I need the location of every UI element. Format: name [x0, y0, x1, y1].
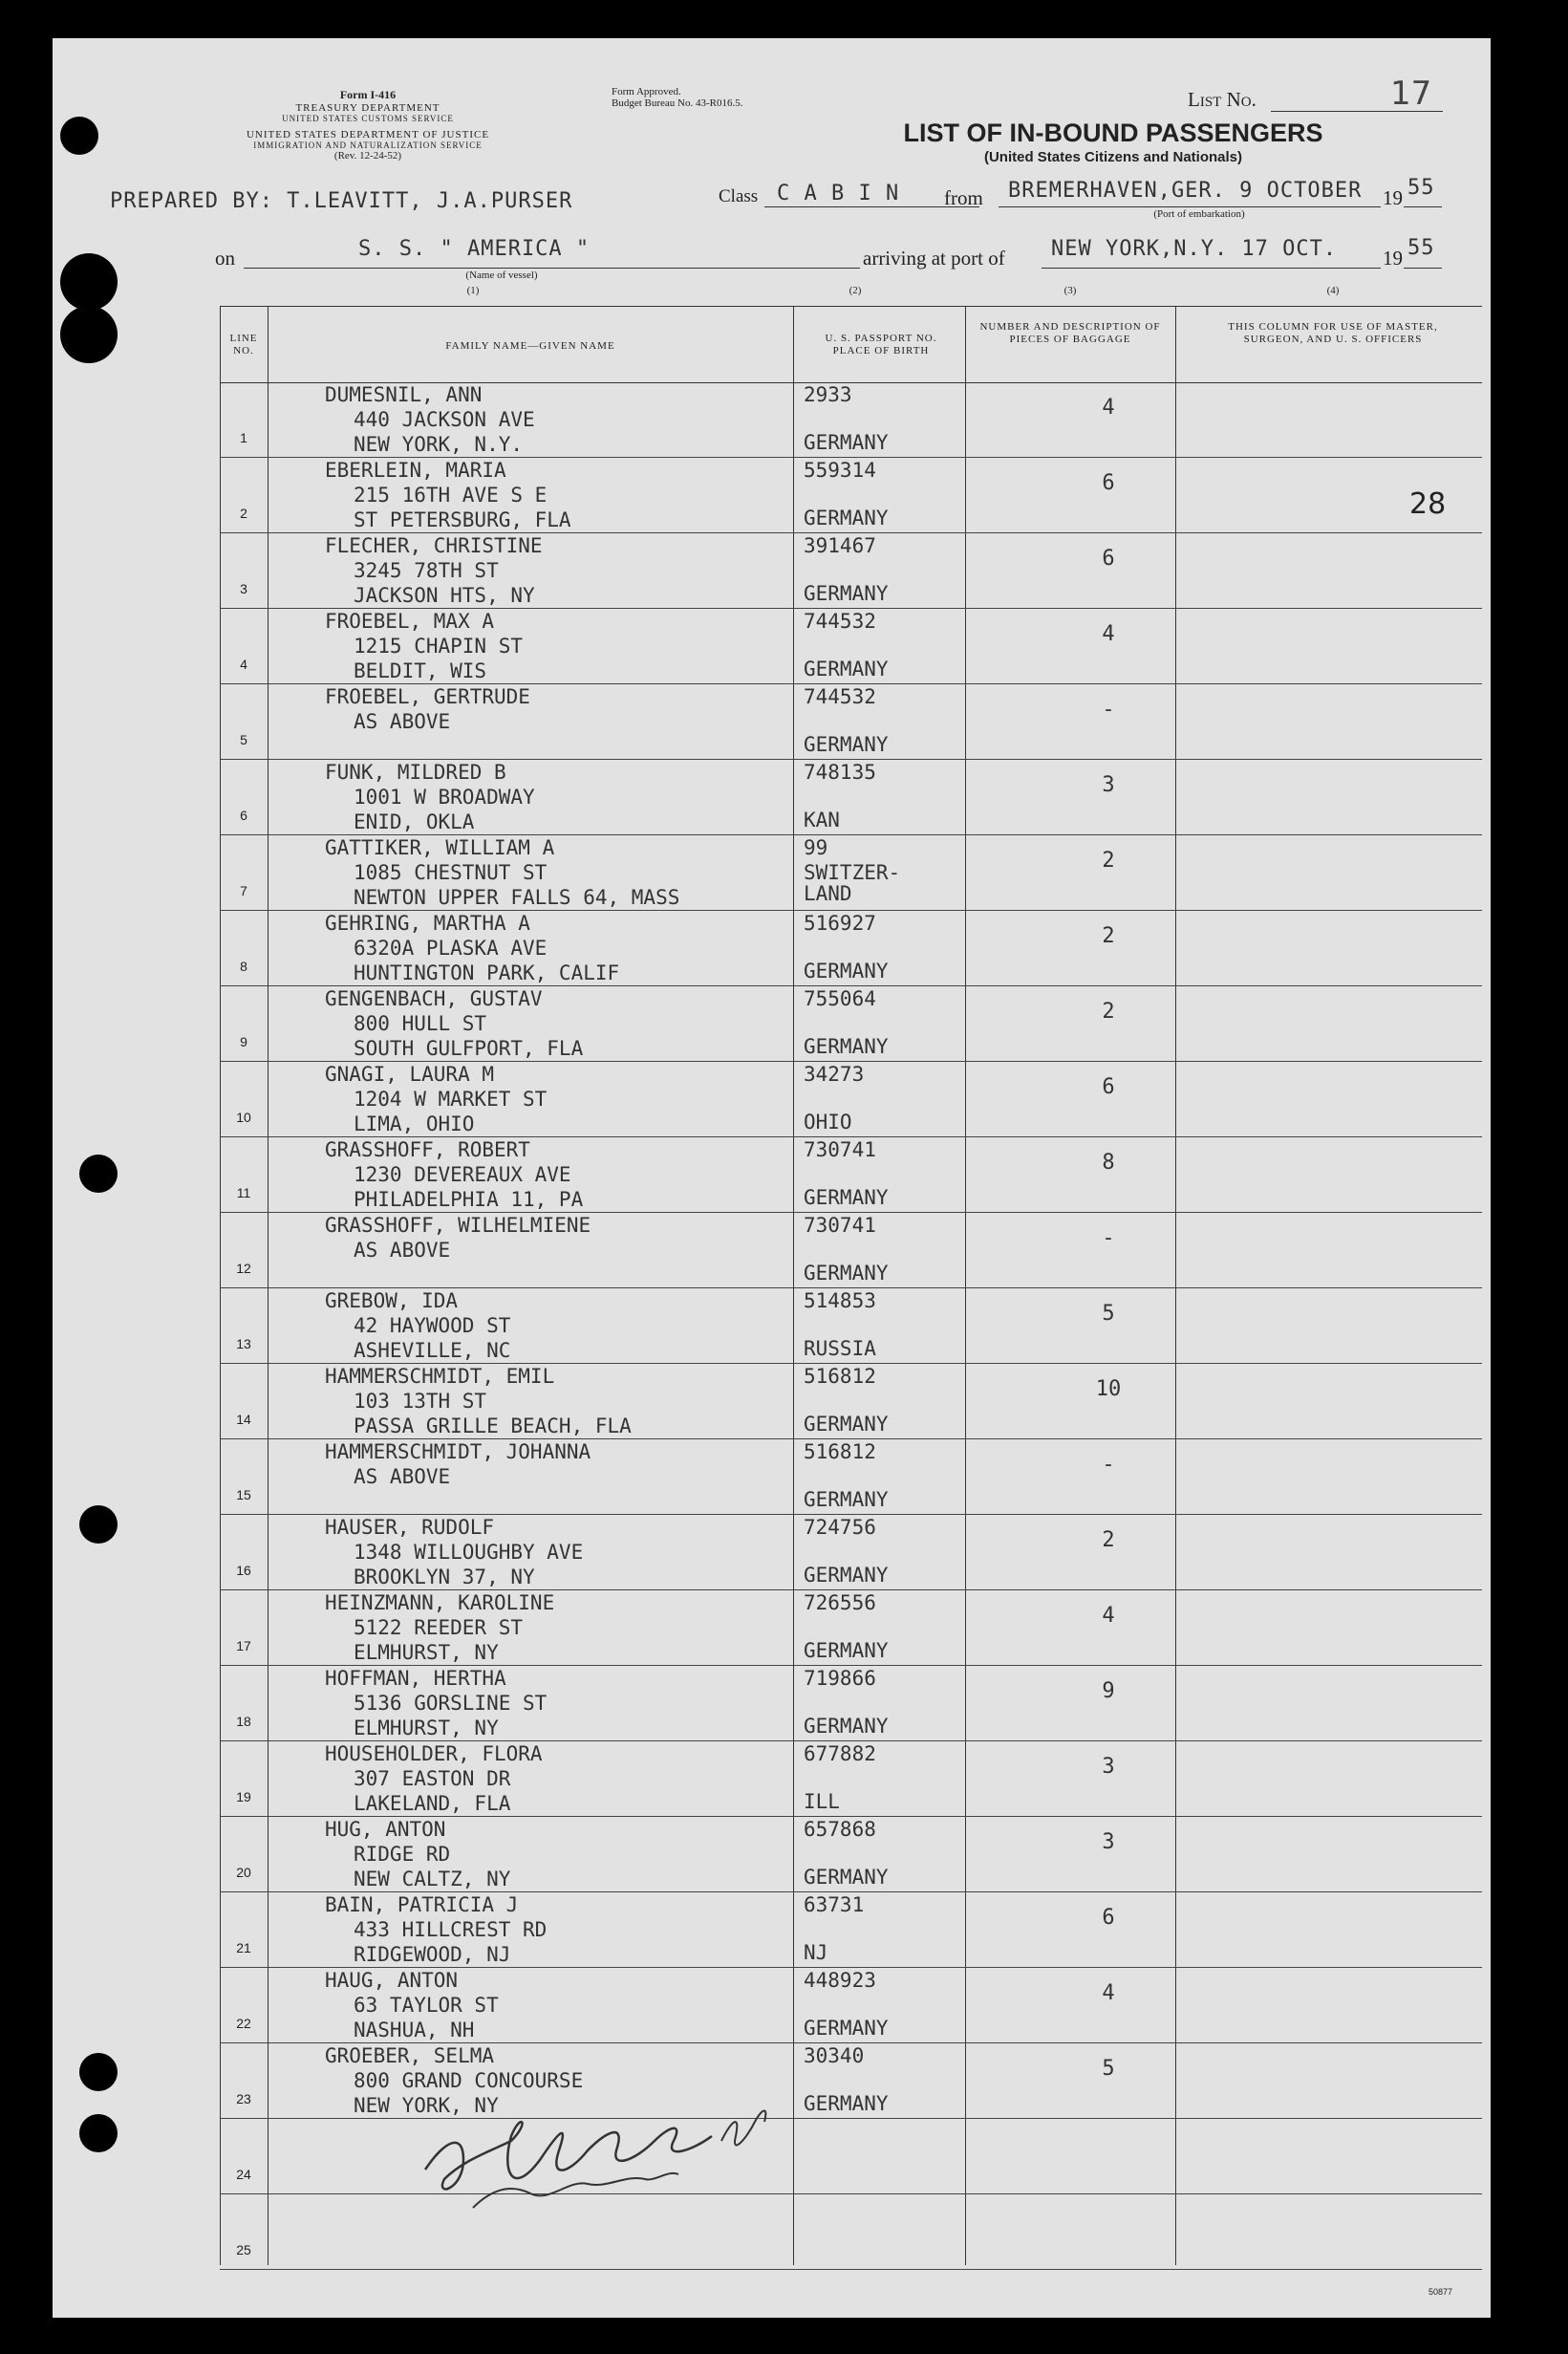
- from-label: from: [944, 186, 983, 209]
- table-row: [220, 684, 1482, 760]
- passenger-name-address: [325, 609, 523, 683]
- street-address: 1085 CHESTNUT ST: [354, 861, 548, 884]
- prepared-by: PREPARED BY: T.LEAVITT, J.A.PURSER: [110, 189, 573, 213]
- table-row: [220, 458, 1482, 533]
- family-given-name: FLECHER, CHRISTINE: [325, 534, 543, 557]
- line-number: 3: [240, 581, 247, 596]
- approval-block: [612, 86, 742, 109]
- passport-cell: [804, 1213, 889, 1284]
- street-address: 103 13TH ST: [354, 1390, 487, 1413]
- passport-number: 724756: [804, 1516, 876, 1539]
- punch-hole: [79, 1505, 118, 1544]
- city-state: ENID, OKLA: [354, 810, 475, 833]
- family-given-name: HEINZMANN, KAROLINE: [325, 1591, 555, 1614]
- footer-code: 50877: [1428, 2287, 1453, 2297]
- passport-number: 30340: [804, 2044, 865, 2067]
- place-of-birth: NJ: [804, 1941, 828, 1964]
- passport-cell: [804, 382, 889, 453]
- customs-service: UNITED STATES CUSTOMS SERVICE: [282, 114, 454, 123]
- city-state: SOUTH GULFPORT, FLA: [354, 1037, 584, 1060]
- table-row: [220, 911, 1482, 986]
- vessel-caption: (Name of vessel): [465, 270, 538, 281]
- passport-number: 726556: [804, 1591, 876, 1614]
- passport-number: 559314: [804, 459, 876, 482]
- table-row: [220, 1213, 1482, 1288]
- street-address: RIDGE RD: [354, 1843, 451, 1866]
- place-of-birth: GERMANY: [804, 431, 889, 454]
- table-row: [220, 1364, 1482, 1439]
- street-address: 5122 REEDER ST: [354, 1616, 524, 1639]
- passenger-name-address: [325, 1817, 510, 1891]
- year-underline: [1404, 268, 1442, 269]
- city-state: NEW YORK, N.Y.: [354, 433, 524, 456]
- street-address: 440 JACKSON AVE: [354, 408, 535, 431]
- passport-number: 391467: [804, 534, 876, 557]
- budget-bureau: Budget Bureau No. 43-R016.5.: [612, 97, 743, 109]
- line-number: 16: [236, 1563, 251, 1578]
- street-address: 1348 WILLOUGHBY AVE: [354, 1541, 584, 1564]
- baggage-count: 5: [1102, 1302, 1115, 1326]
- city-state: HUNTINGTON PARK, CALIF: [354, 961, 620, 984]
- column-number: (1): [466, 285, 480, 296]
- family-given-name: FROEBEL, MAX A: [325, 610, 495, 633]
- passport-number: 744532: [804, 610, 876, 633]
- street-address: 5136 GORSLINE ST: [354, 1692, 548, 1715]
- passport-cell: [804, 1590, 889, 1661]
- place-of-birth: GERMANY: [804, 733, 889, 756]
- passport-number: 748135: [804, 761, 876, 784]
- class-value: C A B I N: [777, 182, 900, 205]
- place-of-birth: GERMANY: [804, 1186, 889, 1209]
- passenger-name-address: [325, 684, 530, 734]
- street-address: 6320A PLASKA AVE: [354, 937, 548, 960]
- street-address: 1001 W BROADWAY: [354, 786, 535, 809]
- punch-hole: [60, 306, 118, 363]
- line-number: 23: [236, 2091, 251, 2106]
- passport-cell: [804, 1666, 889, 1737]
- family-given-name: HOUSEHOLDER, FLORA: [325, 1742, 543, 1765]
- family-given-name: GRASSHOFF, WILHELMIENE: [325, 1214, 591, 1237]
- line-number: 10: [236, 1110, 251, 1125]
- baggage-count: 4: [1102, 396, 1115, 420]
- family-given-name: HAMMERSCHMIDT, EMIL: [325, 1365, 555, 1388]
- passenger-name-address: [325, 1364, 632, 1438]
- street-address: 1230 DEVEREAUX AVE: [354, 1163, 571, 1186]
- baggage-count: -: [1102, 698, 1115, 722]
- arrival-underline: [1042, 268, 1381, 269]
- manifest-page: [53, 38, 1491, 2318]
- baggage-count: -: [1102, 1226, 1115, 1250]
- street-address: AS ABOVE: [354, 1465, 451, 1488]
- baggage-count: 2: [1102, 849, 1115, 873]
- punch-hole: [60, 117, 98, 155]
- line-number: 5: [240, 732, 247, 747]
- year-underline: [1404, 206, 1442, 207]
- baggage-count: 2: [1102, 924, 1115, 948]
- line-number: 18: [236, 1714, 251, 1729]
- baggage-count: 2: [1102, 1528, 1115, 1552]
- passport-number: 516812: [804, 1440, 876, 1463]
- embarkation-caption: (Port of embarkation): [1153, 208, 1245, 220]
- passport-number: 63731: [804, 1893, 865, 1916]
- family-given-name: HAUSER, RUDOLF: [325, 1516, 495, 1539]
- punch-hole: [79, 1155, 118, 1193]
- place-of-birth: RUSSIA: [804, 1337, 876, 1360]
- place-of-birth: OHIO: [804, 1111, 852, 1134]
- line-number: 11: [236, 1185, 251, 1200]
- city-state: NEW CALTZ, NY: [354, 1868, 511, 1890]
- baggage-count: 10: [1095, 1377, 1122, 1401]
- list-title: LIST OF IN-BOUND PASSENGERS: [903, 119, 1323, 147]
- street-address: 42 HAYWOOD ST: [354, 1314, 511, 1337]
- passenger-name-address: [325, 382, 535, 457]
- family-given-name: HUG, ANTON: [325, 1818, 446, 1841]
- passenger-name-address: [325, 1515, 583, 1589]
- arrival-port: NEW YORK,N.Y. 17 OCT.: [1051, 237, 1338, 261]
- family-given-name: GROEBER, SELMA: [325, 2044, 495, 2067]
- line-number: 6: [240, 808, 247, 823]
- place-of-birth: GERMANY: [804, 582, 889, 605]
- year-prefix: 19: [1383, 247, 1403, 270]
- handwritten-count: 28: [1409, 487, 1447, 521]
- passport-cell: [804, 1288, 876, 1359]
- line-number: 25: [236, 2242, 251, 2257]
- place-of-birth: GERMANY: [804, 507, 889, 529]
- column-number: (4): [1326, 285, 1340, 296]
- col-header-name: FAMILY NAME—GIVEN NAME: [445, 340, 615, 352]
- passenger-table: [220, 306, 1482, 2265]
- line-number: 15: [236, 1487, 251, 1502]
- passport-number: 514853: [804, 1289, 876, 1312]
- passenger-name-address: [325, 760, 535, 834]
- passport-number: 719866: [804, 1667, 876, 1690]
- list-no-label: List No.: [1188, 88, 1257, 111]
- form-number: Form I-416: [339, 88, 397, 101]
- passport-cell: [804, 986, 889, 1057]
- family-given-name: HOFFMAN, HERTHA: [325, 1667, 506, 1690]
- place-of-birth: GERMANY: [804, 1035, 889, 1058]
- passport-cell: [804, 911, 889, 982]
- city-state: NASHUA, NH: [354, 2019, 475, 2041]
- city-state: ASHEVILLE, NC: [354, 1339, 511, 1362]
- passenger-name-address: [325, 835, 679, 910]
- col-header-passport: U. S. PASSPORT NO. PLACE OF BIRTH: [825, 333, 937, 356]
- line-number: 20: [236, 1865, 251, 1880]
- line-number: 19: [236, 1789, 251, 1804]
- passport-cell: [804, 835, 900, 904]
- year-prefix: 19: [1383, 186, 1403, 209]
- family-given-name: GRASSHOFF, ROBERT: [325, 1138, 530, 1161]
- revision-date: (Rev. 12-24-52): [333, 150, 402, 162]
- place-of-birth: GERMANY: [804, 658, 889, 680]
- passport-cell: [804, 533, 889, 604]
- city-state: ELMHURST, NY: [354, 1641, 499, 1664]
- city-state: PASSA GRILLE BEACH, FLA: [354, 1415, 632, 1437]
- family-given-name: EBERLEIN, MARIA: [325, 459, 506, 482]
- street-address: 3245 78TH ST: [354, 559, 499, 582]
- line-number: 4: [240, 657, 247, 672]
- place-of-birth: SWITZER- LAND: [804, 861, 901, 905]
- baggage-count: 5: [1102, 2057, 1115, 2081]
- place-of-birth: KAN: [804, 809, 840, 831]
- passenger-name-address: [325, 1439, 591, 1489]
- baggage-count: 6: [1102, 1906, 1115, 1930]
- city-state: ST PETERSBURG, FLA: [354, 508, 571, 531]
- signature: [406, 2084, 827, 2236]
- line-number: 17: [236, 1638, 251, 1653]
- place-of-birth: GERMANY: [804, 1639, 889, 1662]
- passport-number: 657868: [804, 1818, 876, 1841]
- vessel-name: S. S. " AMERICA ": [358, 237, 591, 261]
- table-top-rule: [220, 306, 1482, 307]
- table-row: [220, 986, 1482, 1062]
- family-given-name: DUMESNIL, ANN: [325, 383, 483, 406]
- table-row: [220, 1968, 1482, 2043]
- passport-number: 516812: [804, 1365, 876, 1388]
- passport-cell: [804, 1817, 889, 1888]
- table-row: [220, 382, 1482, 458]
- city-state: JACKSON HTS, NY: [354, 584, 535, 607]
- passport-number: 516927: [804, 912, 876, 935]
- form-approved: Form Approved.: [612, 86, 681, 97]
- passenger-name-address: [325, 458, 571, 532]
- place-of-birth: GERMANY: [804, 2017, 889, 2040]
- line-number: 8: [240, 959, 247, 974]
- city-state: PHILADELPHIA 11, PA: [354, 1188, 584, 1211]
- passport-cell: [804, 1892, 864, 1963]
- embarkation-port: BREMERHAVEN,GER. 9 OCTOBER: [1008, 179, 1363, 203]
- passport-cell: [804, 1968, 889, 2039]
- passport-number: 677882: [804, 1742, 876, 1765]
- place-of-birth: GERMANY: [804, 1262, 889, 1285]
- table-row: [220, 1137, 1482, 1213]
- from-underline: [999, 206, 1381, 207]
- baggage-count: 9: [1102, 1679, 1115, 1703]
- list-subtitle: (United States Citizens and Nationals): [983, 149, 1243, 165]
- street-address: 307 EASTON DR: [354, 1767, 511, 1790]
- city-state: BELDIT, WIS: [354, 659, 487, 682]
- family-given-name: GENGENBACH, GUSTAV: [325, 987, 543, 1010]
- col-header-baggage: NUMBER AND DESCRIPTION OF PIECES OF BAGGAGE: [979, 321, 1161, 345]
- col-header-officers: THIS COLUMN FOR USE OF MASTER, SURGEON, AND U. S. OFFICERS: [1228, 321, 1438, 345]
- passport-cell: [804, 1515, 889, 1586]
- place-of-birth: GERMANY: [804, 1715, 889, 1738]
- family-given-name: FROEBEL, GERTRUDE: [325, 685, 530, 708]
- passport-cell: [804, 760, 876, 831]
- family-given-name: GATTIKER, WILLIAM A: [325, 836, 555, 859]
- col-header-line-no: LINE NO.: [229, 333, 258, 356]
- passenger-name-address: [325, 1213, 591, 1263]
- baggage-count: 6: [1102, 1075, 1115, 1099]
- line-number: 14: [236, 1412, 251, 1427]
- family-given-name: HAUG, ANTON: [325, 1969, 459, 1992]
- street-address: 433 HILLCREST RD: [354, 1918, 548, 1941]
- place-of-birth: GERMANY: [804, 960, 889, 983]
- passport-number: 730741: [804, 1214, 876, 1237]
- place-of-birth: GERMANY: [804, 1866, 889, 1889]
- passport-cell: [804, 1439, 889, 1510]
- punch-hole: [79, 2053, 118, 2091]
- table-row: [220, 1817, 1482, 1892]
- baggage-count: 4: [1102, 1981, 1115, 2005]
- passenger-name-address: [325, 911, 619, 985]
- baggage-count: 4: [1102, 622, 1115, 646]
- passport-number: 34273: [804, 1063, 865, 1086]
- family-given-name: GEHRING, MARTHA A: [325, 912, 530, 935]
- table-row: [220, 760, 1482, 835]
- line-number: 7: [240, 883, 247, 898]
- street-address: 800 HULL ST: [354, 1012, 487, 1035]
- passport-cell: [804, 684, 889, 755]
- street-address: AS ABOVE: [354, 710, 451, 733]
- arrival-year: 55: [1407, 236, 1435, 260]
- city-state: RIDGEWOOD, NJ: [354, 1943, 511, 1966]
- table-row: [220, 1741, 1482, 1817]
- list-number: 17: [1390, 75, 1432, 113]
- passenger-name-address: [325, 1892, 547, 1967]
- baggage-count: 6: [1102, 547, 1115, 571]
- table-row: [220, 1439, 1482, 1515]
- passport-cell: [804, 1741, 876, 1812]
- passport-cell: [804, 1062, 864, 1133]
- table-row: [220, 1666, 1482, 1741]
- baggage-count: 8: [1102, 1151, 1115, 1175]
- passenger-name-address: [325, 986, 583, 1061]
- column-number: (3): [1063, 285, 1077, 296]
- street-address: AS ABOVE: [354, 1239, 451, 1262]
- family-given-name: BAIN, PATRICIA J: [325, 1893, 519, 1916]
- table-row: [220, 1062, 1482, 1137]
- vessel-underline: [244, 268, 860, 269]
- table-row: [220, 609, 1482, 684]
- baggage-count: 3: [1102, 1755, 1115, 1779]
- baggage-count: -: [1102, 1453, 1115, 1477]
- immigration-service: IMMIGRATION AND NATURALIZATION SERVICE: [253, 140, 483, 150]
- passport-number: 744532: [804, 685, 876, 708]
- table-row: [220, 1515, 1482, 1590]
- street-address: 1215 CHAPIN ST: [354, 635, 524, 658]
- line-number: 12: [236, 1261, 251, 1276]
- treasury-department: TREASURY DEPARTMENT: [295, 102, 440, 114]
- passenger-name-address: [325, 1968, 499, 2042]
- city-state: LAKELAND, FLA: [354, 1792, 511, 1815]
- baggage-count: 3: [1102, 1830, 1115, 1854]
- city-state: NEWTON UPPER FALLS 64, MASS: [354, 886, 680, 909]
- punch-hole: [79, 2114, 118, 2152]
- table-row: [220, 1590, 1482, 1666]
- family-given-name: HAMMERSCHMIDT, JOHANNA: [325, 1440, 591, 1463]
- line-number: 24: [236, 2167, 251, 2182]
- line-number: 2: [240, 506, 247, 521]
- passport-cell: [804, 1364, 889, 1435]
- passenger-name-address: [325, 1590, 554, 1665]
- arriving-label: arriving at port of: [863, 247, 1005, 270]
- class-label: Class: [719, 186, 759, 206]
- city-state: BROOKLYN 37, NY: [354, 1566, 535, 1588]
- table-row: [220, 1892, 1482, 1968]
- punch-hole: [60, 253, 118, 311]
- agency-block: [196, 88, 540, 162]
- on-label: on: [215, 247, 235, 270]
- baggage-count: 6: [1102, 471, 1115, 495]
- passenger-name-address: [325, 1062, 547, 1136]
- table-row: [220, 835, 1482, 911]
- passport-number: 448923: [804, 1969, 876, 1992]
- family-given-name: GNAGI, LAURA M: [325, 1063, 495, 1086]
- passenger-name-address: [325, 1288, 510, 1363]
- passenger-name-address: [325, 1137, 583, 1212]
- passport-number: 2933: [804, 383, 852, 406]
- baggage-count: 2: [1102, 1000, 1115, 1024]
- passport-cell: [804, 1137, 889, 1208]
- row-rule: [220, 2269, 1482, 2270]
- column-number: (2): [848, 285, 862, 296]
- embarkation-year: 55: [1407, 176, 1435, 200]
- line-number: 9: [240, 1034, 247, 1049]
- place-of-birth: GERMANY: [804, 1413, 889, 1436]
- passenger-name-address: [325, 1666, 547, 1740]
- city-state: NEW YORK, NY: [354, 2094, 499, 2117]
- street-address: 800 GRAND CONCOURSE: [354, 2069, 584, 2092]
- family-given-name: FUNK, MILDRED B: [325, 761, 506, 784]
- passport-number: 755064: [804, 987, 876, 1010]
- street-address: 63 TAYLOR ST: [354, 1994, 499, 2017]
- line-number: 22: [236, 2016, 251, 2031]
- line-number: 21: [236, 1940, 251, 1955]
- passport-number: 730741: [804, 1138, 876, 1161]
- street-address: 1204 W MARKET ST: [354, 1088, 548, 1111]
- family-given-name: GREBOW, IDA: [325, 1289, 459, 1312]
- line-number: 1: [240, 430, 247, 445]
- place-of-birth: GERMANY: [804, 1488, 889, 1511]
- place-of-birth: GERMANY: [804, 1564, 889, 1587]
- passport-number: 99: [804, 836, 828, 859]
- place-of-birth: ILL: [804, 1790, 840, 1813]
- passenger-name-address: [325, 1741, 543, 1816]
- street-address: 215 16TH AVE S E: [354, 484, 548, 507]
- justice-department: UNITED STATES DEPARTMENT OF JUSTICE: [246, 129, 490, 140]
- table-row: [220, 1288, 1482, 1364]
- line-number: 13: [236, 1336, 251, 1351]
- table-row: [220, 533, 1482, 609]
- baggage-count: 4: [1102, 1604, 1115, 1628]
- baggage-count: 3: [1102, 773, 1115, 797]
- passport-cell: [804, 458, 889, 529]
- passenger-name-address: [325, 533, 543, 608]
- passport-cell: [804, 609, 889, 680]
- city-state: LIMA, OHIO: [354, 1112, 475, 1135]
- city-state: ELMHURST, NY: [354, 1717, 499, 1739]
- place-of-birth: GERMANY: [804, 2092, 889, 2115]
